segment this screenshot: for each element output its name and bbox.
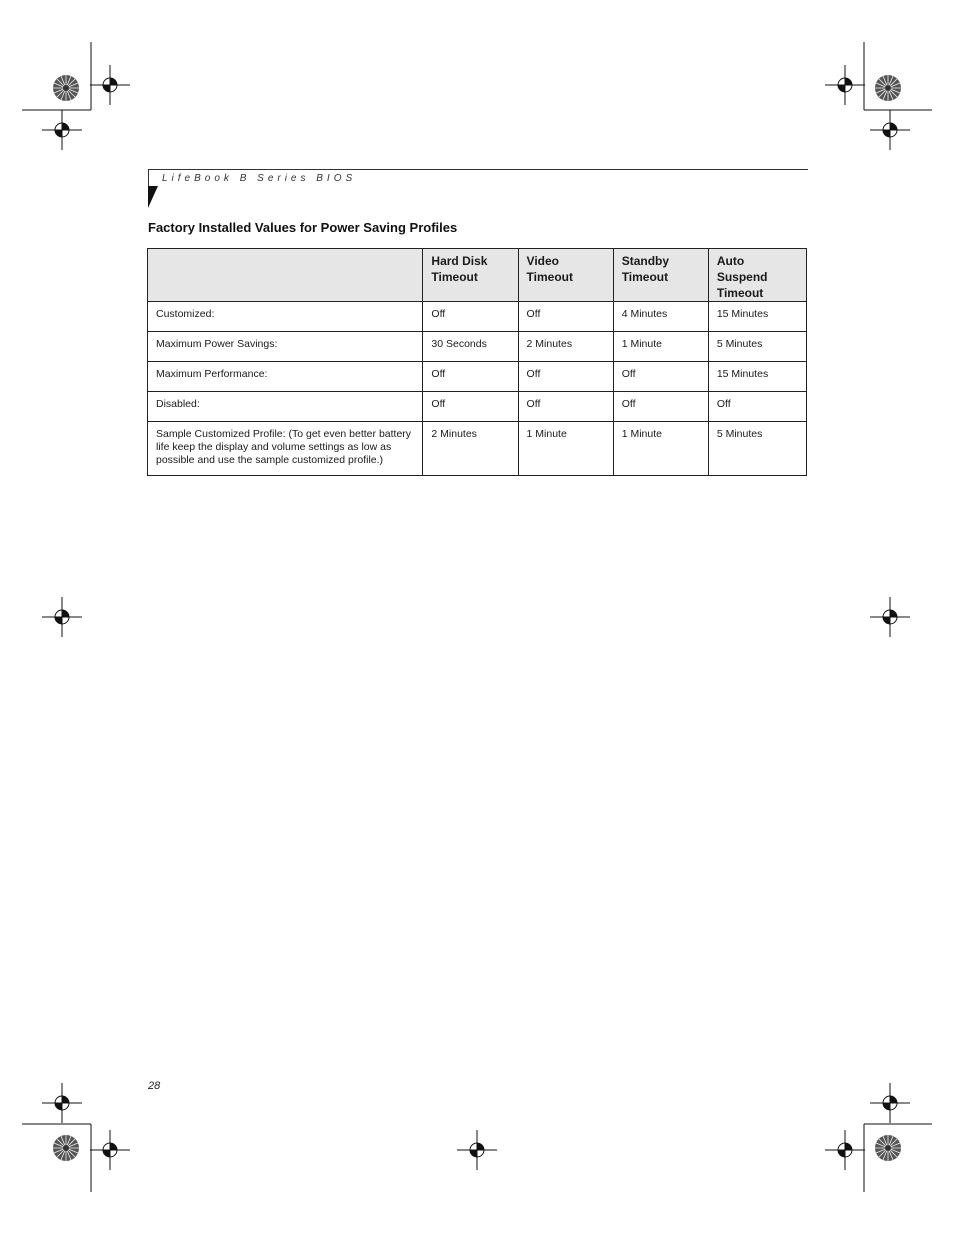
table-header-row xyxy=(148,249,807,302)
table-cell: 1 Minute xyxy=(613,422,708,476)
table-cell: Off xyxy=(518,302,613,332)
table-cell: Off xyxy=(423,362,518,392)
table-cell: 4 Minutes xyxy=(613,302,708,332)
table-cell: 15 Minutes xyxy=(708,362,806,392)
table-cell: 1 Minute xyxy=(613,332,708,362)
table-row xyxy=(148,302,807,332)
table-row xyxy=(148,362,807,392)
table-cell: 5 Minutes xyxy=(708,332,806,362)
column-header-hard-disk-timeout: Hard Disk Timeout xyxy=(423,249,518,302)
table-cell: Off xyxy=(423,302,518,332)
table-row xyxy=(148,392,807,422)
table-cell: 15 Minutes xyxy=(708,302,806,332)
profile-name-cell: Sample Customized Profile: (To get even better battery life keep the display and volume settings as low as possible and use the sample customized profile.) xyxy=(148,422,423,476)
table-cell: 30 Seconds xyxy=(423,332,518,362)
table-cell: 2 Minutes xyxy=(518,332,613,362)
section-title: Factory Installed Values for Power Saving Profiles xyxy=(148,220,458,235)
power-profiles-table xyxy=(147,248,807,476)
profile-name-cell: Disabled: xyxy=(148,392,423,422)
running-header xyxy=(148,169,808,209)
table-row xyxy=(148,332,807,362)
column-header-auto-suspend-timeout: Auto Suspend Timeout xyxy=(708,249,806,302)
table-cell: 2 Minutes xyxy=(423,422,518,476)
table-cell: Off xyxy=(423,392,518,422)
table-cell: Off xyxy=(518,392,613,422)
profile-name-cell: Maximum Performance: xyxy=(148,362,423,392)
header-wedge-icon xyxy=(148,186,158,208)
profile-name-cell: Customized: xyxy=(148,302,423,332)
column-header-video-timeout: Video Timeout xyxy=(518,249,613,302)
table-cell: Off xyxy=(613,392,708,422)
table-cell: Off xyxy=(613,362,708,392)
table-cell: Off xyxy=(518,362,613,392)
running-header-text: LifeBook B Series BIOS xyxy=(162,173,357,184)
table-cell: 1 Minute xyxy=(518,422,613,476)
page-number: 28 xyxy=(148,1080,161,1092)
table-cell: Off xyxy=(708,392,806,422)
profile-name-cell: Maximum Power Savings: xyxy=(148,332,423,362)
column-header-profile xyxy=(148,249,423,302)
column-header-standby-timeout: Standby Timeout xyxy=(613,249,708,302)
table-row xyxy=(148,422,807,476)
table-cell: 5 Minutes xyxy=(708,422,806,476)
header-rule xyxy=(148,169,808,170)
